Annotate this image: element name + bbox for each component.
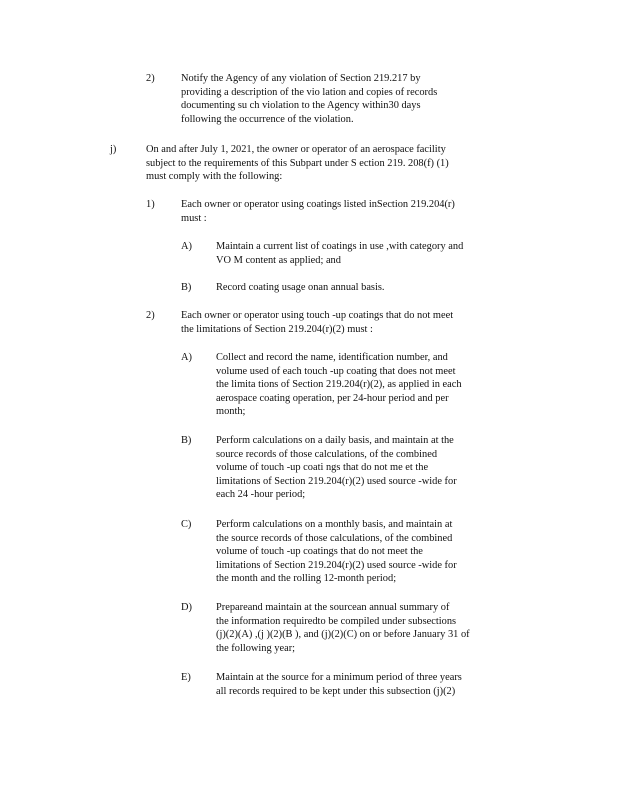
item-label: E) xyxy=(181,672,191,683)
item-text: Each owner or operator using touch -up coatings that do not meet the limitations of Section 219.204(r)(2) must : xyxy=(181,310,454,335)
item-label: A) xyxy=(181,352,192,363)
item-label: B) xyxy=(181,282,192,293)
item-label: C) xyxy=(181,519,192,530)
item-text: Perform calculations on a monthly basis, and maintain at the source records of those calculations, of the combined volume of touch -up coatings that do not meet the limitations of Section 219.204(r)(2) used source -wide for the month and the rolling 12-month period; xyxy=(216,519,457,585)
item-label: 2) xyxy=(146,310,155,321)
item-label: j) xyxy=(110,144,117,155)
item-text: Perform calculations on a daily basis, and maintain at the source records of those calculations, of the combined volume of touch -up coati ngs that do not me et the limitations of Section 219.204(r)(2) used source -wide for each 24 -hour period; xyxy=(216,435,457,501)
item-text: Maintain a current list of coatings in use ,with category and VO M content as applied; and xyxy=(216,241,464,266)
item-label: 2) xyxy=(146,73,155,84)
item-text: On and after July 1, 2021, the owner or operator of an aerospace facility subject to the requirements of this Subpart under S ection 219. 208(f) (1) must comply with the following: xyxy=(146,144,449,183)
item-label: 1) xyxy=(146,199,155,210)
item-text: Collect and record the name, identification number, and volume used of each touch -up coating that does not meet the limita tions of Section 219.204(r)(2), as applied in each aerospace coating operation, per 24-hour period and per month; xyxy=(216,352,462,418)
item-label: A) xyxy=(181,241,192,252)
item-label: D) xyxy=(181,602,192,613)
item-text: Notify the Agency of any violation of Section 219.217 by providing a description of the vio lation and copies of records documenting su ch violation to the Agency within30 days following the occurrence of the violation. xyxy=(181,73,438,125)
item-text: Prepareand maintain at the sourcean annual summary of the information requiredto be compiled under subsections (j)(2)(A) ,(j )(2)(B ), and (j)(2)(C) on or before January 31 of the following year; xyxy=(216,602,470,654)
item-label: B) xyxy=(181,435,192,446)
item-text: Each owner or operator using coatings listed inSection 219.204(r) must : xyxy=(181,199,455,224)
item-text: Maintain at the source for a minimum period of three years all records required to be kept under this subsection (j)(2) xyxy=(216,672,462,697)
item-text: Record coating usage onan annual basis. xyxy=(216,282,385,293)
